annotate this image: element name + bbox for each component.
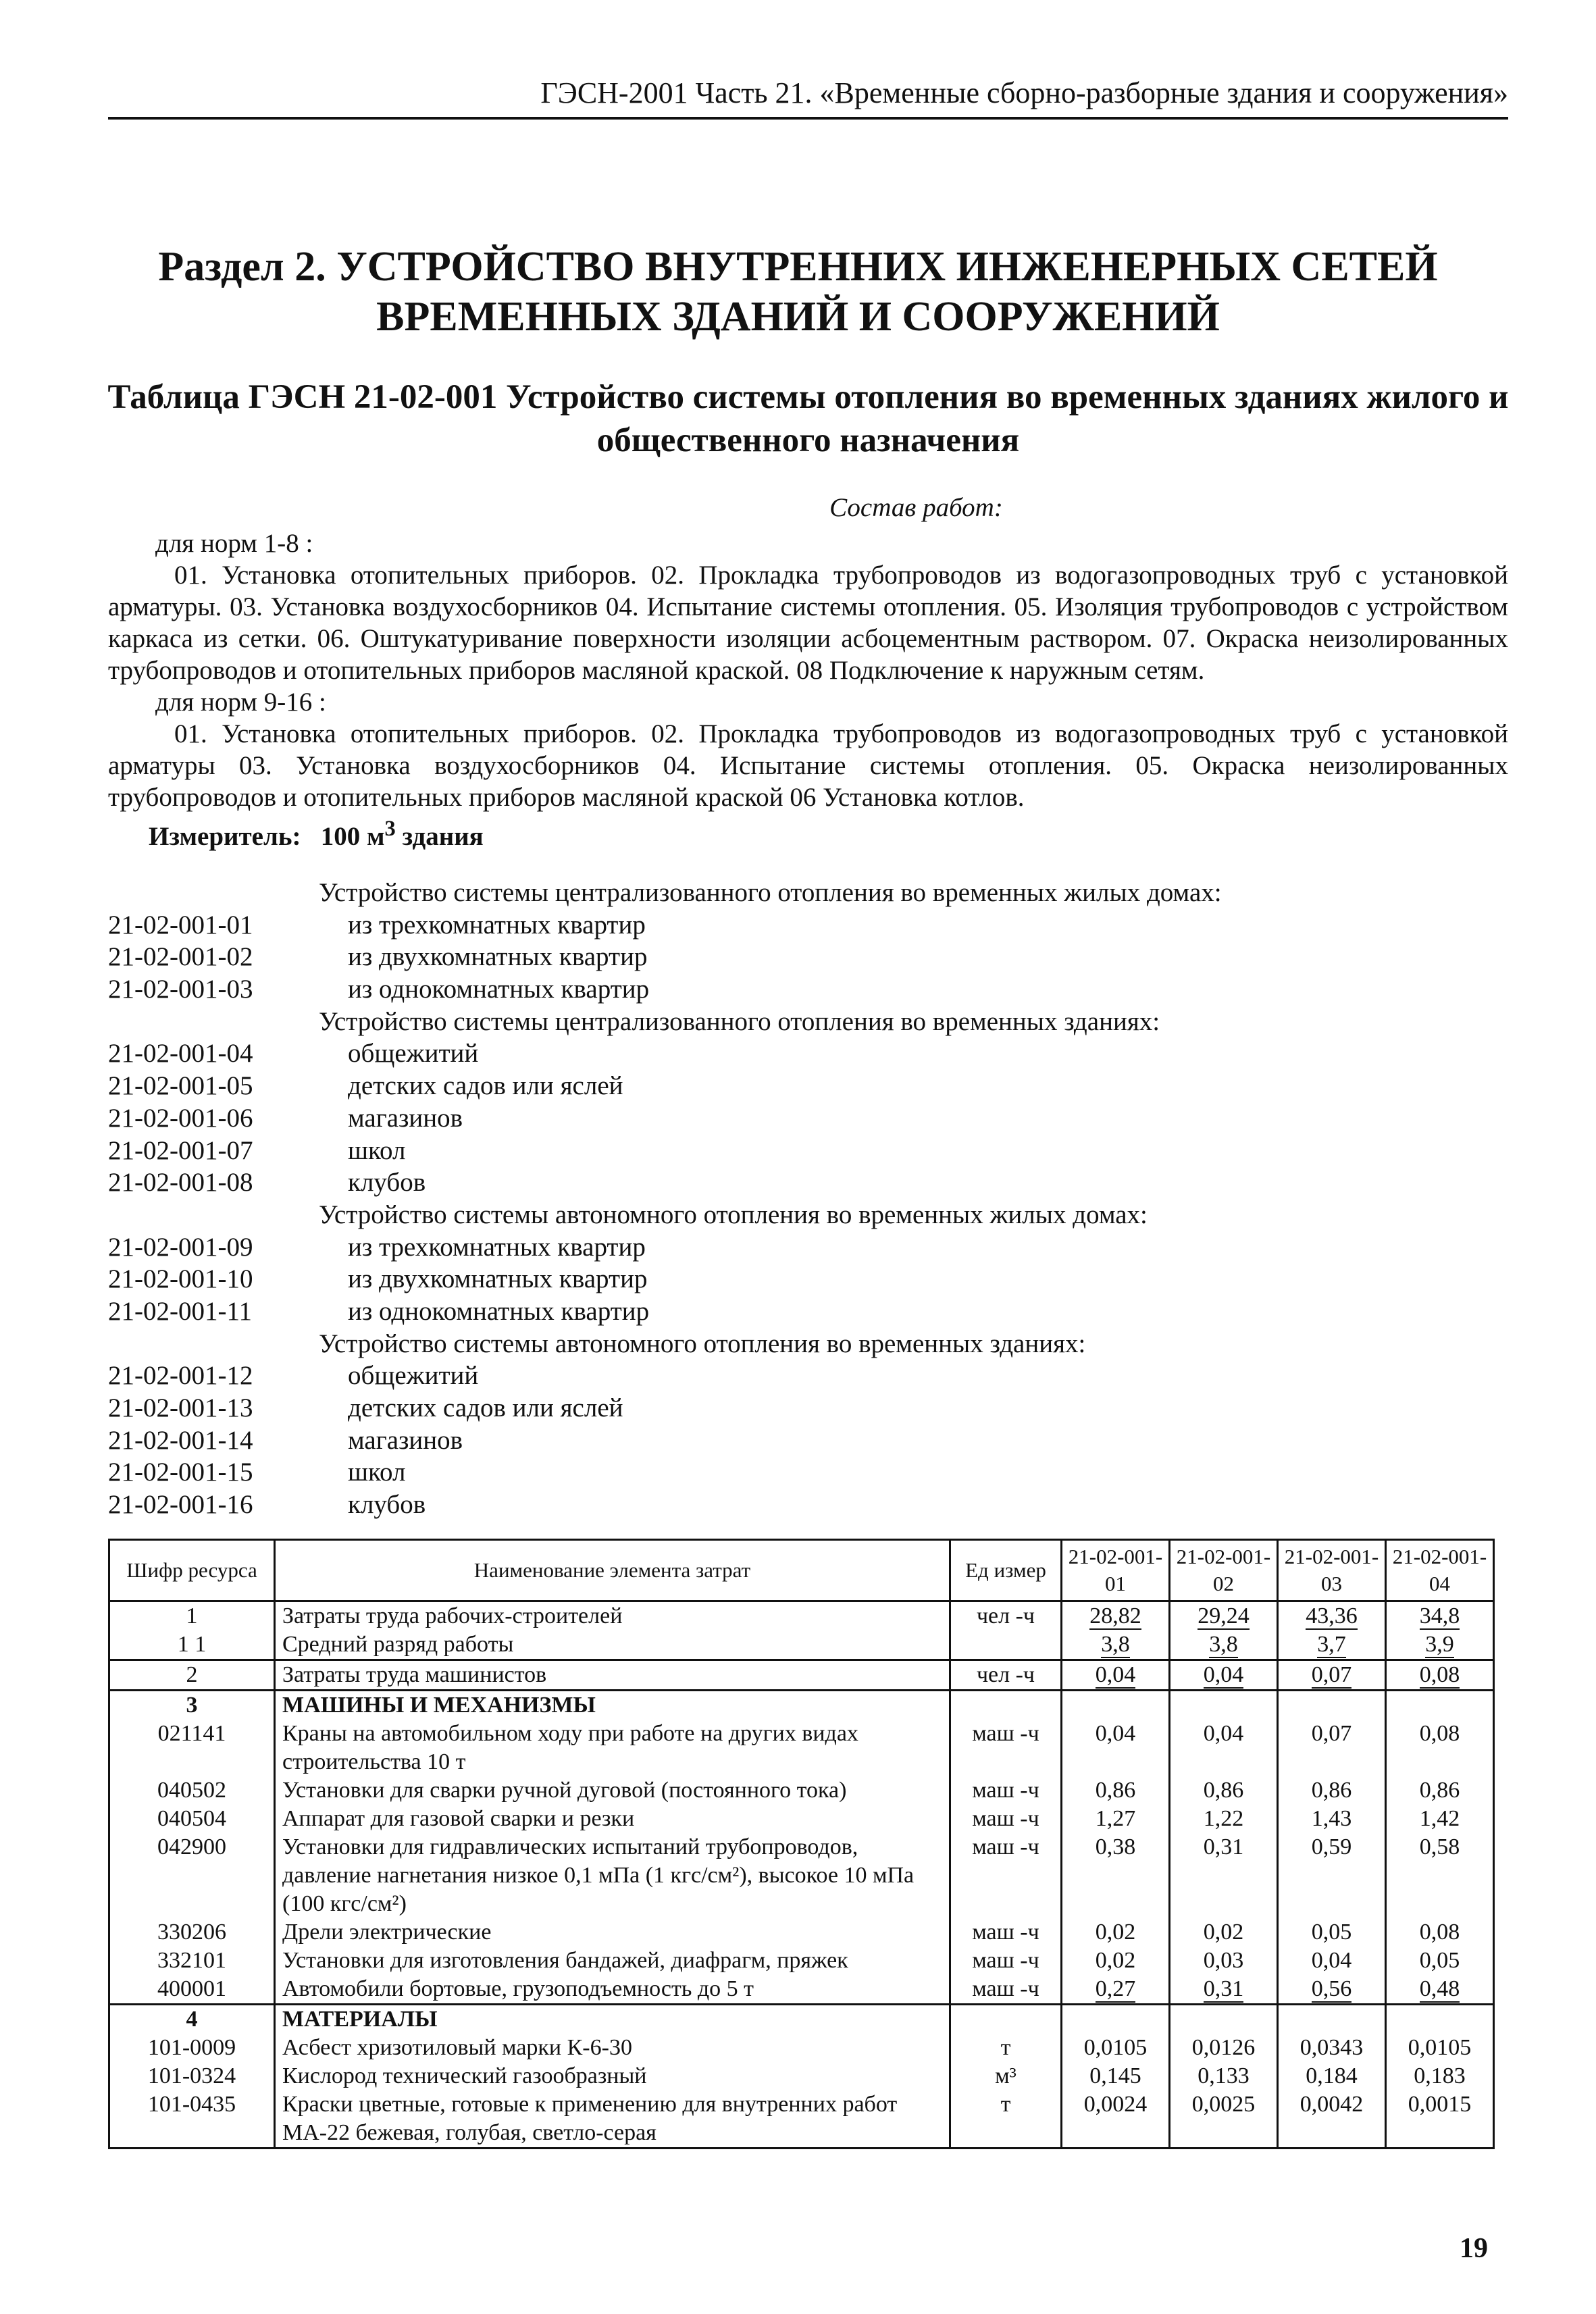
- cell-unit: м³: [950, 2062, 1062, 2090]
- cell-value: 0,04: [1062, 1660, 1170, 1691]
- cell-value: 3,9: [1386, 1630, 1494, 1660]
- norm-name: из двухкомнатных квартир: [348, 1264, 648, 1294]
- cell-value: 0,04: [1278, 1947, 1386, 1975]
- norm-code: 21-02-001-14: [108, 1425, 253, 1455]
- cell-code: 332101: [109, 1947, 275, 1975]
- cell-name: Установки для сварки ручной дуговой (постоянного тока): [275, 1776, 950, 1805]
- meter-line: [108, 813, 1508, 852]
- cell-code: 2: [109, 1660, 275, 1691]
- cell-unit: маш -ч: [950, 1805, 1062, 1833]
- table-title: [101, 376, 1515, 462]
- cell-code: 330206: [109, 1918, 275, 1947]
- cell-code: 042900: [109, 1833, 275, 1918]
- norms-b-text: 01. Установка отопительных приборов. 02. Прокладка трубопроводов из водогазопроводных труб с установкой арматуры 03. Установка воздухосборников 04. Испытание системы отопления. 05. Окраска неизолированных трубопроводов и отопительных приборов масляной краской 06 Установка котлов.: [108, 719, 1508, 812]
- table-row: [109, 2090, 1494, 2149]
- running-header: ГЭСН-2001 Часть 21. «Временные сборно-разборные здания и сооружения»: [108, 76, 1508, 120]
- cell-name: МАШИНЫ И МЕХАНИЗМЫ: [275, 1691, 950, 1720]
- norm-code: 21-02-001-09: [108, 1232, 253, 1262]
- header-col-2: 21-02-001-02: [1170, 1540, 1278, 1601]
- cell-unit: [950, 1691, 1062, 1720]
- norm-code: 21-02-001-16: [108, 1490, 253, 1520]
- cell-code: 400001: [109, 1975, 275, 2005]
- page-number: 19: [1460, 2233, 1488, 2264]
- meter-sup: 3: [384, 817, 396, 841]
- section-title: [101, 242, 1495, 342]
- cell-value: 0,27: [1062, 1975, 1170, 2005]
- cell-unit: маш -ч: [950, 1947, 1062, 1975]
- norm-row: [108, 1135, 1508, 1167]
- cell-value: 0,0105: [1386, 2034, 1494, 2062]
- cell-value: 1,42: [1386, 1805, 1494, 1833]
- norm-row: [108, 973, 1508, 1006]
- norm-row: [108, 1263, 1508, 1295]
- table-row: [109, 1660, 1494, 1691]
- cell-value: 0,58: [1386, 1833, 1494, 1918]
- cell-value: 34,8: [1386, 1601, 1494, 1631]
- cell-value: 0,145: [1062, 2062, 1170, 2090]
- cell-unit: маш -ч: [950, 1975, 1062, 2005]
- table-header-row: [109, 1540, 1494, 1601]
- norm-name: из трехкомнатных квартир: [348, 910, 646, 940]
- cell-value: 3,8: [1062, 1630, 1170, 1660]
- norm-row: [108, 1037, 1508, 1070]
- norm-name: общежитий: [348, 1039, 479, 1069]
- cell-value: 0,86: [1278, 1776, 1386, 1805]
- cell-code: 1: [109, 1601, 275, 1631]
- cell-code: 040502: [109, 1776, 275, 1805]
- norm-row: [108, 1360, 1508, 1392]
- cell-unit: [950, 2005, 1062, 2034]
- cell-value: 0,04: [1170, 1660, 1278, 1691]
- cell-value: 3,8: [1170, 1630, 1278, 1660]
- cell-name: Установки для изготовления бандажей, диафрагм, пряжек: [275, 1947, 950, 1975]
- table-row: [109, 1947, 1494, 1975]
- norm-code: 21-02-001-12: [108, 1361, 253, 1391]
- cell-value: 1,43: [1278, 1805, 1386, 1833]
- cell-name: Аппарат для газовой сварки и резки: [275, 1805, 950, 1833]
- cell-value: 29,24: [1170, 1601, 1278, 1631]
- norm-name: магазинов: [348, 1103, 463, 1133]
- norm-row: [108, 1231, 1508, 1264]
- cell-value: [1278, 1691, 1386, 1720]
- table-row: [109, 1918, 1494, 1947]
- norm-code: 21-02-001-10: [108, 1264, 253, 1294]
- table-row: [109, 1601, 1494, 1631]
- table-row: [109, 2034, 1494, 2062]
- norm-code: 21-02-001-07: [108, 1135, 253, 1165]
- table-row: [109, 1720, 1494, 1776]
- meter-suffix: здания: [395, 822, 484, 851]
- cell-code: 101-0435: [109, 2090, 275, 2149]
- cell-name: МАТЕРИАЛЫ: [275, 2005, 950, 2034]
- cell-unit: чел -ч: [950, 1660, 1062, 1691]
- norm-name: клубов: [348, 1490, 426, 1520]
- cell-value: 0,38: [1062, 1833, 1170, 1918]
- cell-code: 4: [109, 2005, 275, 2034]
- cell-value: 0,02: [1062, 1947, 1170, 1975]
- norm-row: [108, 1392, 1508, 1424]
- norm-name: школ: [348, 1135, 406, 1165]
- table-row: [109, 1630, 1494, 1660]
- cell-value: 0,0126: [1170, 2034, 1278, 2062]
- cell-name: Затраты труда рабочих-строителей: [275, 1601, 950, 1631]
- table-section-row: [109, 2005, 1494, 2034]
- cell-value: 0,0015: [1386, 2090, 1494, 2149]
- norm-row: [108, 1102, 1508, 1135]
- cell-name: Автомобили бортовые, грузоподъемность до 5 т: [275, 1975, 950, 2005]
- cell-value: 0,04: [1170, 1720, 1278, 1776]
- norm-name: магазинов: [348, 1425, 463, 1455]
- norm-code: 21-02-001-13: [108, 1393, 253, 1422]
- cell-value: 0,48: [1386, 1975, 1494, 2005]
- cell-unit: маш -ч: [950, 1918, 1062, 1947]
- cell-value: 0,02: [1170, 1918, 1278, 1947]
- norm-row: [108, 1166, 1508, 1199]
- norm-name: детских садов или яслей: [348, 1071, 623, 1101]
- norm-name: школ: [348, 1458, 406, 1487]
- cell-unit: маш -ч: [950, 1720, 1062, 1776]
- cell-value: 0,31: [1170, 1833, 1278, 1918]
- cell-value: 0,02: [1062, 1918, 1170, 1947]
- cell-code: 021141: [109, 1720, 275, 1776]
- header-col-1: 21-02-001-01: [1062, 1540, 1170, 1601]
- cell-value: 0,0024: [1062, 2090, 1170, 2149]
- table-row: [109, 1805, 1494, 1833]
- cell-unit: т: [950, 2090, 1062, 2149]
- table-row: [109, 1833, 1494, 1918]
- norm-code: 21-02-001-04: [108, 1039, 253, 1069]
- table-section-row: [109, 1691, 1494, 1720]
- table-title-line-2: общественного назначения: [596, 421, 1020, 459]
- table-row: [109, 1776, 1494, 1805]
- norm-code: 21-02-001-03: [108, 975, 253, 1004]
- cell-name: Дрели электрические: [275, 1918, 950, 1947]
- cell-code: 3: [109, 1691, 275, 1720]
- cell-value: 0,03: [1170, 1947, 1278, 1975]
- norm-row: [108, 1295, 1508, 1328]
- norms-a-label: для норм 1-8 :: [155, 529, 313, 558]
- norm-group-title: Устройство системы автономного отопления во временных зданиях:: [319, 1329, 1086, 1358]
- cell-name: Краски цветные, готовые к применению для внутренних работ МА-22 бежевая, голубая, светло-серая: [275, 2090, 950, 2149]
- header-col-3: 21-02-001-03: [1278, 1540, 1386, 1601]
- cell-value: 0,31: [1170, 1975, 1278, 2005]
- cell-value: [1278, 2005, 1386, 2034]
- cell-value: 1,22: [1170, 1805, 1278, 1833]
- norm-row: [108, 1424, 1508, 1457]
- cell-value: 3,7: [1278, 1630, 1386, 1660]
- cell-value: 0,08: [1386, 1720, 1494, 1776]
- cell-unit: [950, 1630, 1062, 1660]
- norm-row: [108, 1070, 1508, 1102]
- meter-label: Измеритель:: [149, 822, 301, 851]
- header-name: Наименование элемента затрат: [275, 1540, 950, 1601]
- norm-list: [108, 877, 1508, 1521]
- cell-value: 0,0343: [1278, 2034, 1386, 2062]
- norm-group-title: Устройство системы централизованного отопления во временных жилых домах:: [319, 878, 1222, 907]
- header-unit: Ед измер: [950, 1540, 1062, 1601]
- cell-unit: т: [950, 2034, 1062, 2062]
- norms-a-text: 01. Установка отопительных приборов. 02. Прокладка трубопроводов из водогазопроводных труб с установкой арматуры. 03. Установка воздухосборников 04. Испытание системы отопления. 05. Изоляция трубопроводов с устройством каркаса из сетки. 06. Оштукатуривание поверхности изоляции асбоцементным раствором. 07. Окраска неизолированных трубопроводов и отопительных приборов масляной краской. 08 Подключение к наружным сетям.: [108, 561, 1508, 685]
- cell-value: 0,59: [1278, 1833, 1386, 1918]
- section-title-line-1: Раздел 2. УСТРОЙСТВО ВНУТРЕННИХ ИНЖЕНЕРНЫХ СЕТЕЙ: [158, 244, 1438, 290]
- norm-code: 21-02-001-15: [108, 1458, 253, 1487]
- meter-value: 100 м: [320, 822, 385, 851]
- cell-value: 28,82: [1062, 1601, 1170, 1631]
- cell-value: 0,05: [1386, 1947, 1494, 1975]
- cell-value: [1062, 2005, 1170, 2034]
- norm-row: [108, 1489, 1508, 1521]
- cell-value: 0,86: [1062, 1776, 1170, 1805]
- norm-row: [108, 909, 1508, 942]
- cell-value: [1062, 1691, 1170, 1720]
- cell-value: 0,08: [1386, 1918, 1494, 1947]
- cell-name: Средний разряд работы: [275, 1630, 950, 1660]
- cell-value: 0,04: [1062, 1720, 1170, 1776]
- norm-name: из однокомнатных квартир: [348, 975, 650, 1004]
- cell-value: 0,05: [1278, 1918, 1386, 1947]
- cell-value: 0,184: [1278, 2062, 1386, 2090]
- norm-name: из трехкомнатных квартир: [348, 1232, 646, 1262]
- cell-name: Асбест хризотиловый марки К-6-30: [275, 2034, 950, 2062]
- cell-unit: чел -ч: [950, 1601, 1062, 1631]
- cell-value: 0,133: [1170, 2062, 1278, 2090]
- cell-value: 0,56: [1278, 1975, 1386, 2005]
- cell-value: [1386, 2005, 1494, 2034]
- cell-value: [1170, 2005, 1278, 2034]
- cell-name: Затраты труда машинистов: [275, 1660, 950, 1691]
- cell-value: 1,27: [1062, 1805, 1170, 1833]
- resource-table: [108, 1539, 1495, 2149]
- cell-value: 43,36: [1278, 1601, 1386, 1631]
- norm-group-title: Устройство системы централизованного отопления во временных зданиях:: [319, 1006, 1160, 1036]
- composition-label: Состав работ:: [829, 493, 1003, 522]
- cell-name: Краны на автомобильном ходу при работе на других видах строительства 10 т: [275, 1720, 950, 1776]
- norm-group-title: Устройство системы автономного отопления во временных жилых домах:: [319, 1200, 1148, 1229]
- cell-value: 0,08: [1386, 1660, 1494, 1691]
- cell-value: [1170, 1691, 1278, 1720]
- cell-value: 0,183: [1386, 2062, 1494, 2090]
- cell-value: 0,07: [1278, 1720, 1386, 1776]
- cell-value: 0,0105: [1062, 2034, 1170, 2062]
- table-title-line-1: Таблица ГЭСН 21-02-001 Устройство системы отопления во временных зданиях жилого и: [107, 378, 1509, 416]
- table-row: [109, 2062, 1494, 2090]
- cell-value: 0,86: [1386, 1776, 1494, 1805]
- norm-name: детских садов или яслей: [348, 1393, 623, 1422]
- header-code: Шифр ресурса: [109, 1540, 275, 1601]
- cell-unit: маш -ч: [950, 1833, 1062, 1918]
- cell-value: [1386, 1691, 1494, 1720]
- table-row: [109, 1975, 1494, 2005]
- section-title-line-2: ВРЕМЕННЫХ ЗДАНИЙ И СООРУЖЕНИЙ: [376, 294, 1220, 340]
- cell-code: 1 1: [109, 1630, 275, 1660]
- cell-value: 0,0042: [1278, 2090, 1386, 2149]
- norm-code: 21-02-001-11: [108, 1296, 253, 1326]
- header-col-4: 21-02-001-04: [1386, 1540, 1494, 1601]
- work-composition: [108, 492, 1508, 852]
- norm-name: общежитий: [348, 1361, 479, 1391]
- cell-name: Установки для гидравлических испытаний трубопроводов, давление нагнетания низкое 0,1 мПа (1 кгс/см²), высокое 10 мПа (100 кгс/см²): [275, 1833, 950, 1918]
- norm-name: клубов: [348, 1168, 426, 1198]
- norm-code: 21-02-001-06: [108, 1103, 253, 1133]
- norm-code: 21-02-001-01: [108, 910, 253, 940]
- cell-value: 0,0025: [1170, 2090, 1278, 2149]
- norm-row: [108, 1456, 1508, 1489]
- norms-b-label: для норм 9-16 :: [155, 688, 326, 717]
- norm-name: из двухкомнатных квартир: [348, 942, 648, 972]
- norm-code: 21-02-001-08: [108, 1168, 253, 1198]
- cell-code: 101-0009: [109, 2034, 275, 2062]
- norm-code: 21-02-001-05: [108, 1071, 253, 1101]
- cell-unit: маш -ч: [950, 1776, 1062, 1805]
- cell-value: 0,86: [1170, 1776, 1278, 1805]
- cell-value: 0,07: [1278, 1660, 1386, 1691]
- cell-code: 040504: [109, 1805, 275, 1833]
- norm-code: 21-02-001-02: [108, 942, 253, 972]
- norm-row: [108, 941, 1508, 973]
- norm-name: из однокомнатных квартир: [348, 1296, 650, 1326]
- cell-name: Кислород технический газообразный: [275, 2062, 950, 2090]
- cell-code: 101-0324: [109, 2062, 275, 2090]
